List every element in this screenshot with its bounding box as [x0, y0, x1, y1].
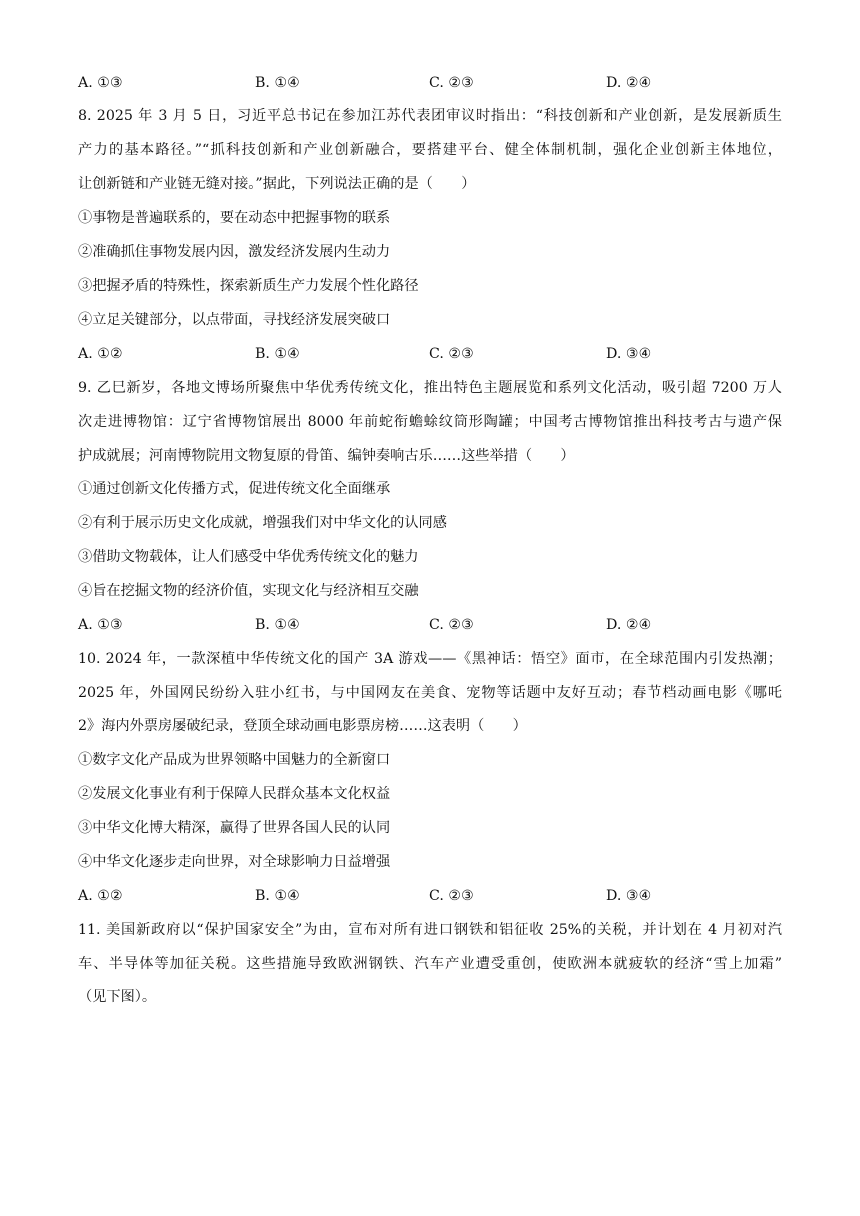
- q7-option-d[interactable]: D. ②④: [606, 75, 652, 91]
- q8-statement-1: ①事物是普遍联系的，要在动态中把握事物的联系: [78, 210, 391, 226]
- q11-stem-line-1: 11. 美国新政府以“保护国家安全”为由，宣布对所有进口钢铁和铝征收 25%的关税，并计划在 4 月初对汽: [78, 922, 782, 938]
- q8-statement-2: ②准确抓住事物发展内因，激发经济发展内生动力: [78, 244, 391, 260]
- q8-statement-3: ③把握矛盾的特殊性，探索新质生产力发展个性化路径: [78, 278, 419, 294]
- q9-stem-line-3: 护成就展；河南博物院用文物复原的骨笛、编钟奏响古乐……这些举措（ ）: [78, 448, 575, 464]
- q8-statement-4: ④立足关键部分，以点带面，寻找经济发展突破口: [78, 312, 391, 328]
- q11-stem-line-3: （见下图）。: [78, 989, 157, 1005]
- q9-statement-3: ③借助文物载体，让人们感受中华优秀传统文化的魅力: [78, 549, 419, 565]
- q10-option-b[interactable]: B. ①④: [255, 888, 300, 904]
- q7-option-a[interactable]: A. ①③: [78, 75, 123, 91]
- q8-stem-line-2: 产力的基本路径。”“抓科技创新和产业创新融合，要搭建平台、健全体制机制，强化企业创新主体地位，: [78, 142, 782, 158]
- q10-option-d[interactable]: D. ③④: [606, 888, 652, 904]
- q10-options: [78, 886, 782, 906]
- q9-stem-line-1: 9. 乙巳新岁，各地文博场所聚焦中华优秀传统文化，推出特色主题展览和系列文化活动，吸引超 7200 万人: [78, 380, 782, 396]
- q10-option-c[interactable]: C. ②③: [429, 888, 474, 904]
- q8-option-a[interactable]: A. ①②: [78, 346, 123, 362]
- q7-options: [78, 73, 782, 93]
- q11-stem-line-2: 车、半导体等加征关税。这些措施导致欧洲钢铁、汽车产业遭受重创，使欧洲本就疲软的经济“雪上加霜”: [78, 956, 782, 972]
- q9-option-a[interactable]: A. ①③: [78, 617, 123, 633]
- q8-option-b[interactable]: B. ①④: [255, 346, 300, 362]
- q10-stem-line-2: 2025 年，外国网民纷纷入驻小红书，与中国网友在美食、宠物等话题中友好互动；春节档动画电影《哪吒: [78, 685, 782, 701]
- q9-statement-1: ①通过创新文化传播方式，促进传统文化全面继承: [78, 481, 391, 497]
- q8-options: [78, 344, 782, 364]
- q8-stem-line-3: 让创新链和产业链无缝对接。”据此，下列说法正确的是（ ）: [78, 176, 476, 192]
- q10-stem-line-3: 2》海内外票房屡破纪录，登顶全球动画电影票房榜……这表明（ ）: [78, 718, 527, 734]
- q9-stem-line-2: 次走进博物馆：辽宁省博物馆展出 8000 年前蛇衔蟾蜍纹筒形陶罐；中国考古博物馆推出科技考古与遗产保: [78, 414, 782, 430]
- q8-option-c[interactable]: C. ②③: [429, 346, 474, 362]
- q9-statement-2: ②有利于展示历史文化成就，增强我们对中华文化的认同感: [78, 515, 447, 531]
- q10-statement-4: ④中华文化逐步走向世界，对全球影响力日益增强: [78, 854, 391, 870]
- q10-option-a[interactable]: A. ①②: [78, 888, 123, 904]
- q8-stem-line-1: 8. 2025 年 3 月 5 日，习近平总书记在参加江苏代表团审议时指出：“科技创新和产业创新，是发展新质生: [78, 108, 782, 124]
- q7-option-c[interactable]: C. ②③: [429, 75, 474, 91]
- q10-statement-2: ②发展文化事业有利于保障人民群众基本文化权益: [78, 786, 391, 802]
- q9-option-c[interactable]: C. ②③: [429, 617, 474, 633]
- q9-option-d[interactable]: D. ②④: [606, 617, 652, 633]
- q9-options: [78, 615, 782, 635]
- q10-statement-3: ③中华文化博大精深，赢得了世界各国人民的认同: [78, 820, 391, 836]
- q9-option-b[interactable]: B. ①④: [255, 617, 300, 633]
- q9-statement-4: ④旨在挖掘文物的经济价值，实现文化与经济相互交融: [78, 583, 419, 599]
- q10-stem-line-1: 10. 2024 年，一款深植中华传统文化的国产 3A 游戏——《黑神话：悟空》面市，在全球范围内引发热潮；: [78, 651, 782, 667]
- q8-option-d[interactable]: D. ③④: [606, 346, 652, 362]
- q10-statement-1: ①数字文化产品成为世界领略中国魅力的全新窗口: [78, 752, 391, 768]
- q7-option-b[interactable]: B. ①④: [255, 75, 300, 91]
